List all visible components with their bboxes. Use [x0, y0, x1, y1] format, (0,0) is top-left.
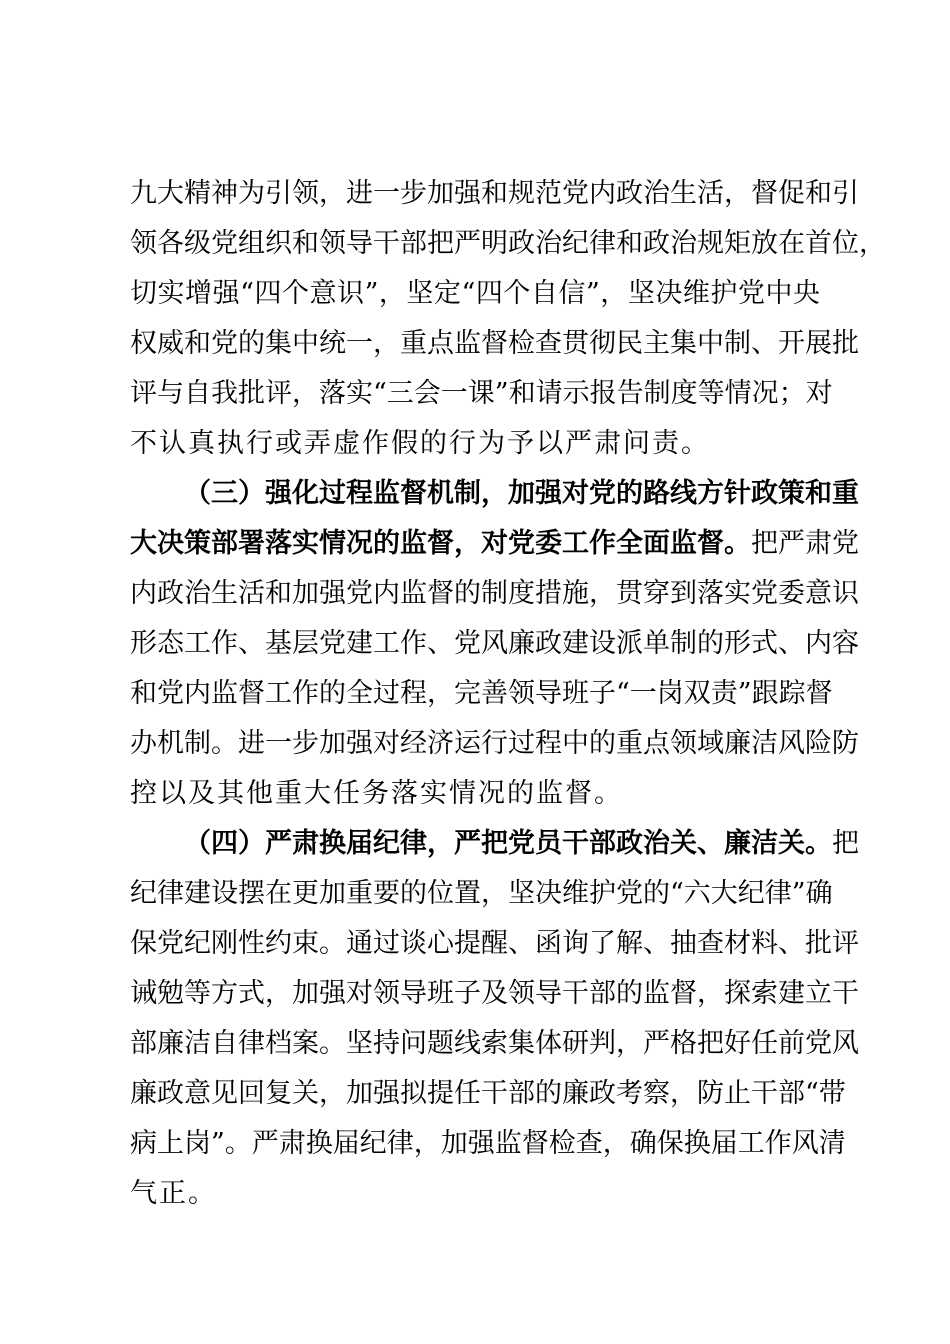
paragraph-line: 和党内监督工作的全过程，完善领导班子“一岗双责”跟踪督 — [130, 678, 833, 709]
paragraph-text: 把严肃党 — [751, 528, 859, 559]
paragraph-line: 部廉洁自律档案。坚持问题线索集体研判，严格把好任前党风 — [130, 1028, 859, 1059]
paragraph-line: 控以及其他重大任务落实情况的监督。 — [130, 778, 623, 809]
paragraph-line: 形态工作、基层党建工作、党风廉政建设派单制的形式、内容 — [130, 628, 859, 659]
subsection-title: （三）强化过程监督机制，加强对党的路线方针政策和重 — [184, 478, 859, 509]
subsection-title-continued: 大决策部署落实情况的监督，对党委工作全面监督。 — [130, 528, 751, 559]
subsection-title: （四）严肃换届纪律，严把党员干部政治关、廉洁关。 — [184, 828, 832, 859]
paragraph-line: 廉政意见回复关，加强拟提任干部的廉政考察，防止干部“带 — [130, 1078, 846, 1109]
paragraph-line: 办机制。进一步加强对经济运行过程中的重点领域廉洁风险防 — [130, 728, 859, 759]
paragraph-line: 不认真执行或弄虚作假的行为予以严肃问责。 — [130, 428, 710, 459]
paragraph-line: 内政治生活和加强党内监督的制度措施，贯穿到落实党委意识 — [130, 578, 859, 609]
paragraph-line: 切实增强“四个意识”，坚定“四个自信”，坚决维护党中央 — [130, 278, 820, 309]
paragraph-line — [184, 822, 859, 866]
paragraph-line: 诫勉等方式，加强对领导班子及领导干部的监督，探索建立干 — [130, 978, 859, 1009]
paragraph-line — [130, 522, 859, 566]
paragraph-line: 保党纪刚性约束。通过谈心提醒、函询了解、抽查材料、批评 — [130, 928, 859, 959]
paragraph-text: 把 — [832, 828, 859, 859]
paragraph-line: 领各级党组织和领导干部把严明政治纪律和政治规矩放在首位， — [130, 228, 886, 259]
paragraph-line: 气正。 — [130, 1178, 217, 1209]
paragraph-line: 评与自我批评，落实“三会一课”和请示报告制度等情况；对 — [130, 378, 833, 409]
paragraph-line: 病上岗”。严肃换届纪律，加强监督检查，确保换届工作风清 — [130, 1128, 846, 1159]
paragraph-line: 纪律建设摆在更加重要的位置，坚决维护党的“六大纪律”确 — [130, 878, 833, 909]
paragraph-line: 权威和党的集中统一，重点监督检查贯彻民主集中制、开展批 — [130, 328, 859, 359]
paragraph-line: 九大精神为引领，进一步加强和规范党内政治生活，督促和引 — [130, 178, 859, 209]
